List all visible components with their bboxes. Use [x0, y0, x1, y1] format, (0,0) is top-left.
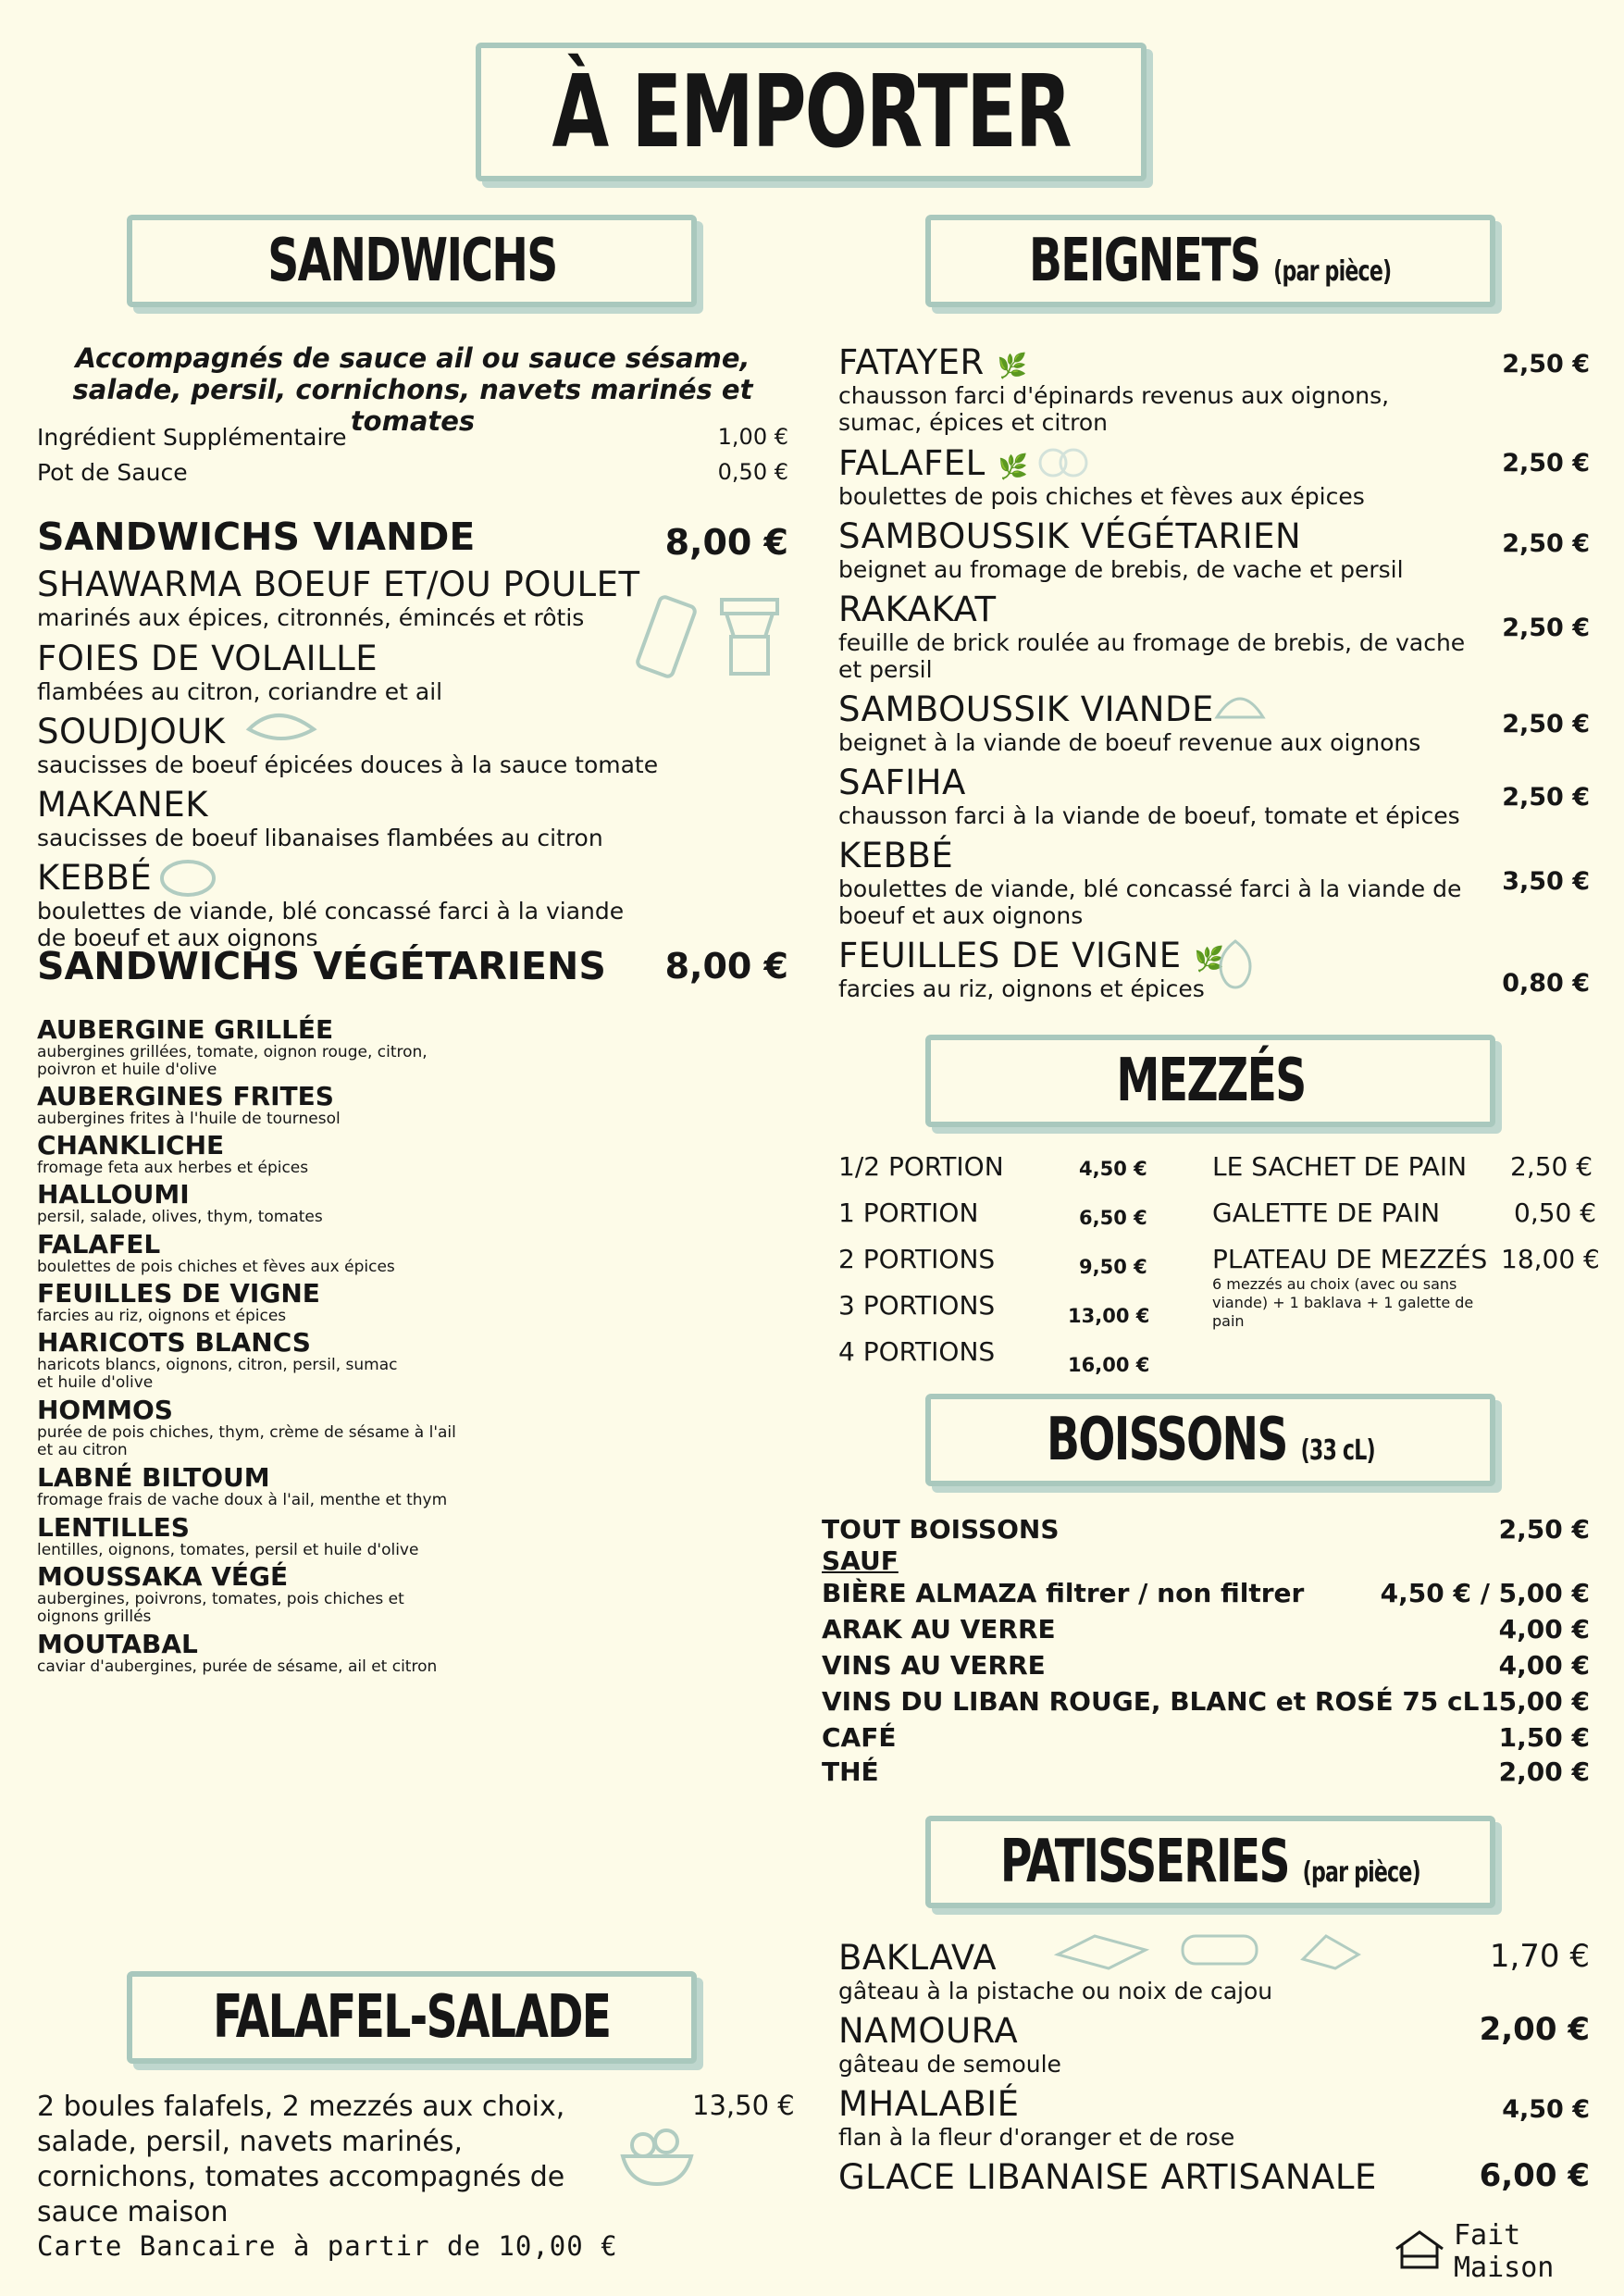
drink-row [822, 1722, 1590, 1753]
veg-item [37, 1132, 308, 1177]
sandwichs-intro: Accompagnés de sauce ail ou sauce sésame, salade, persil, cornichons, navets marinés et tomates [72, 342, 753, 437]
homemade-badge [1393, 2219, 1624, 2284]
item-price: 2,00 € [1479, 2011, 1590, 2048]
portion-price: 4,50 € [1079, 1158, 1147, 1180]
item-name: SHAWARMA BOEUF ET/OU POULET [37, 565, 640, 604]
patisseries-subtitle: (par pièce) [1302, 1856, 1421, 1889]
drink-name: VINS AU VERRE [822, 1650, 1046, 1681]
item-price: 2,50 € [1502, 350, 1590, 379]
vegetariens-heading-row [37, 944, 788, 988]
drink-price: 4,50 € / 5,00 € [1380, 1578, 1590, 1608]
veg-name: LABNÉ BILTOUM [37, 1462, 270, 1493]
item-price: 4,50 € [1502, 2095, 1590, 2124]
portion-price: 6,50 € [1079, 1207, 1147, 1229]
sandwichs-header [127, 215, 697, 307]
vegetarian-leaf-icon: 🌿 [1194, 946, 1225, 974]
viande-item [37, 858, 788, 951]
drink-price: 4,00 € [1498, 1614, 1590, 1644]
item-price: 2,50 € [1502, 614, 1590, 642]
veg-name: AUBERGINE GRILLÉE [37, 1014, 334, 1045]
item-name: KEBBÉ [37, 858, 153, 898]
mezzes-heading: MEZZÉS [1115, 1047, 1306, 1115]
portion-name: 2 PORTIONS [838, 1244, 996, 1274]
falafel-balls-icon [1036, 446, 1092, 483]
pastry-item [838, 2011, 1590, 2078]
item-desc: beignet au fromage de brebis, de vache et persil [838, 556, 1404, 583]
veg-name: HOMMOS [37, 1395, 173, 1425]
veg-desc: fromage feta aux herbes et épices [37, 1159, 309, 1177]
drink-name: ARAK AU VERRE [822, 1614, 1056, 1644]
extra-name: Ingrédient Supplémentaire [37, 424, 347, 451]
samboussik-icon [1212, 685, 1268, 726]
veg-desc: lentilles, oignons, tomates, persil et huile d'olive [37, 1541, 419, 1559]
kebbe-icon [155, 855, 220, 905]
beignet-item [838, 763, 1590, 829]
vegetariens-price: 8,00 € [664, 946, 788, 987]
extra-price: 0,50 € [717, 459, 788, 485]
item-price: 2,50 € [1502, 783, 1590, 812]
extra-name: Pot de Sauce [37, 459, 188, 486]
falafel-salade-header [127, 1971, 697, 2064]
veg-item [37, 1563, 407, 1626]
item-price: 3,50 € [1502, 867, 1590, 896]
boissons-title: BOISSONS [1046, 1406, 1287, 1474]
portion-name: 1/2 PORTION [838, 1151, 1004, 1182]
item-price: 0,80 € [1502, 969, 1590, 998]
mezze-extra-price: 0,50 € [1514, 1198, 1597, 1228]
item-price: 2,50 € [1502, 710, 1590, 738]
item-name: MHALABIÉ [838, 2084, 1020, 2124]
pastry-item [838, 2084, 1590, 2151]
drink-row [822, 1650, 1590, 1681]
item-name: SAFIHA [838, 763, 966, 802]
item-desc: flan à la fleur d'oranger et de rose [838, 2124, 1235, 2151]
veg-item [37, 1181, 323, 1226]
drink-price: 15,00 € [1481, 1686, 1590, 1717]
veg-item [37, 1631, 437, 1676]
veg-name: LENTILLES [37, 1512, 190, 1543]
item-name: SAMBOUSSIK VIANDE [838, 689, 1214, 729]
item-name [838, 443, 1590, 483]
portion-name: 1 PORTION [838, 1198, 979, 1228]
falafel-salade-price: 13,50 € [692, 2090, 795, 2121]
drink-price: 2,00 € [1498, 1756, 1590, 1787]
plateau-desc: 6 mezzés au choix (avec ou sans viande) + 1 baklava + 1 galette de pain [1212, 1275, 1474, 1330]
item-desc: marinés aux épices, citronnés, émincés et rôtis [37, 604, 585, 631]
viande-item [37, 785, 788, 851]
item-desc: flambées au citron, coriandre et ail [37, 678, 443, 705]
item-desc: boulettes de viande, blé concassé farci à la viande de boeuf et aux oignons [37, 898, 625, 951]
item-name: SAMBOUSSIK VÉGÉTARIEN [838, 516, 1302, 556]
veg-desc: aubergines frites à l'huile de tournesol [37, 1110, 341, 1128]
item-name: FOIES DE VOLAILLE [37, 639, 378, 678]
item-name: MAKANEK [37, 785, 208, 825]
beignet-item [838, 342, 1590, 436]
drink-name: SAUF [822, 1545, 899, 1576]
drink-name: BIÈRE ALMAZA filtrer / non filtrer [822, 1578, 1305, 1608]
item-desc: feuille de brick roulée au fromage de brebis, de vache et persil [838, 629, 1466, 683]
drink-row [822, 1545, 1590, 1576]
vine-leaf-icon [1212, 937, 1258, 996]
drink-row [822, 1578, 1590, 1608]
veg-desc: farcies au riz, oignons et épices [37, 1307, 287, 1325]
mezze-extra-name: GALETTE DE PAIN [1212, 1198, 1441, 1228]
beignets-heading [1029, 227, 1391, 295]
beignets-subtitle: (par pièce) [1273, 255, 1392, 288]
mezze-extra-name: PLATEAU DE MEZZÉS [1212, 1244, 1488, 1274]
salad-bowl-icon [615, 2117, 699, 2195]
beignet-name: FEUILLES DE VIGNE [838, 936, 1182, 975]
item-name: NAMOURA [838, 2011, 1019, 2051]
extra-price: 1,00 € [717, 424, 788, 450]
item-name: GLACE LIBANAISE ARTISANALE [838, 2157, 1377, 2197]
patisseries-heading [1000, 1828, 1420, 1896]
page-title: À EMPORTER [552, 54, 1071, 170]
boissons-heading [1047, 1406, 1375, 1474]
vegetarian-leaf-icon: 🌿 [997, 353, 1028, 380]
item-price: 1,70 € [1489, 1938, 1590, 1975]
portion-name: 4 PORTIONS [838, 1336, 996, 1367]
veg-item [37, 1083, 341, 1128]
beignet-name: FALAFEL [838, 443, 986, 483]
drink-row [822, 1614, 1590, 1644]
veg-name: FEUILLES DE VIGNE [37, 1278, 320, 1309]
viande-item [37, 712, 788, 778]
veg-item [37, 1514, 418, 1559]
veg-item [37, 1329, 407, 1392]
mezzes-header [925, 1035, 1495, 1127]
drink-name: TOUT BOISSONS [822, 1514, 1060, 1545]
sandwichs-heading: SANDWICHS [267, 227, 557, 295]
viande-price: 8,00 € [664, 522, 788, 563]
veg-name: MOUSSAKA VÉGÉ [37, 1561, 289, 1592]
drink-name: CAFÉ [822, 1722, 897, 1753]
shawarma-icon [638, 581, 796, 687]
drink-row [822, 1514, 1590, 1545]
veg-name: AUBERGINES FRITES [37, 1081, 334, 1111]
vegetarian-leaf-icon: 🌿 [998, 453, 1029, 481]
veg-desc: caviar d'aubergines, purée de sésame, ail et citron [37, 1657, 438, 1676]
item-price: 2,50 € [1502, 529, 1590, 558]
viande-heading: SANDWICHS VIANDE [37, 515, 476, 559]
mezze-extra-price: 18,00 € [1501, 1244, 1600, 1274]
portion-price: 13,00 € [1068, 1305, 1150, 1327]
sandwichs-section [37, 342, 788, 988]
patisseries-title: PATISSERIES [999, 1828, 1290, 1896]
item-desc: gâteau à la pistache ou noix de cajou [838, 1978, 1273, 2004]
pastry-item [838, 2157, 1590, 2197]
beignet-item [838, 443, 1590, 510]
veg-item [37, 1016, 444, 1079]
card-notice: Carte Bancaire à partir de 10,00 € [37, 2230, 618, 2262]
item-desc: saucisses de boeuf libanaises flambées au citron [37, 825, 603, 851]
falafel-salade-heading: FALAFEL-SALADE [213, 1983, 611, 2052]
item-desc: farcies au riz, oignons et épices [838, 975, 1205, 1002]
veg-desc: fromage frais de vache doux à l'ail, menthe et thym [37, 1491, 448, 1509]
boissons-header [925, 1394, 1495, 1486]
item-name: KEBBÉ [838, 836, 954, 875]
item-desc: saucisses de boeuf épicées douces à la sauce tomate [37, 751, 659, 778]
drink-row [822, 1686, 1590, 1717]
veg-name: FALAFEL [37, 1229, 161, 1260]
drink-price: 2,50 € [1498, 1514, 1590, 1545]
extra-row [37, 459, 788, 490]
veg-desc: purée de pois chiches, thym, crème de sésame à l'ail et au citron [37, 1423, 456, 1459]
homemade-label: Fait Maison [1454, 2219, 1555, 2284]
veg-item [37, 1231, 395, 1276]
veg-name: HALLOUMI [37, 1179, 190, 1210]
veg-item [37, 1464, 447, 1509]
veg-desc: persil, salade, olives, thym, tomates [37, 1208, 323, 1226]
baklava-icon [1053, 1927, 1368, 1977]
drink-price: 4,00 € [1498, 1650, 1590, 1681]
drink-name: VINS DU LIBAN ROUGE, BLANC et ROSÉ 75 cL [822, 1686, 1480, 1717]
vegetariens-heading: SANDWICHS VÉGÉTARIENS [37, 944, 606, 988]
item-desc: chausson farci d'épinards revenus aux oignons, sumac, épices et citron [838, 382, 1390, 436]
item-desc: boulettes de pois chiches et fèves aux épices [838, 483, 1365, 510]
item-price: 6,00 € [1479, 2157, 1590, 2194]
house-icon [1393, 2228, 1446, 2275]
item-desc: chausson farci à la viande de boeuf, tomate et épices [838, 802, 1460, 829]
item-name: RAKAKAT [838, 590, 997, 629]
item-desc: boulettes de viande, blé concassé farci à la viande de boeuf et aux oignons [838, 875, 1462, 929]
portion-price: 16,00 € [1068, 1354, 1150, 1376]
viande-heading-row [37, 515, 788, 563]
drink-price: 1,50 € [1498, 1722, 1590, 1753]
portion-name: 3 PORTIONS [838, 1290, 996, 1321]
item-price: 2,50 € [1502, 449, 1590, 478]
item-name: SOUDJOUK [37, 712, 226, 751]
beignets-header [925, 215, 1495, 307]
mezze-extra-name: LE SACHET DE PAIN [1212, 1151, 1468, 1182]
boissons-subtitle: (33 cL) [1300, 1434, 1375, 1467]
veg-item [37, 1280, 320, 1325]
veg-name: CHANKLICHE [37, 1130, 225, 1160]
beignet-item [838, 836, 1590, 929]
beignet-item [838, 590, 1590, 683]
mezze-extra-price: 2,50 € [1510, 1151, 1593, 1182]
veg-desc: haricots blancs, oignons, citron, persil, sumac et huile d'olive [37, 1356, 398, 1392]
veg-desc: aubergines grillées, tomate, oignon rouge, citron, poivron et huile d'olive [37, 1043, 428, 1079]
item-name: BAKLAVA [838, 1938, 998, 1978]
title-frame [476, 43, 1147, 181]
veg-desc: aubergines, poivrons, tomates, pois chiches et oignons grillés [37, 1590, 404, 1626]
veg-name: HARICOTS BLANCS [37, 1327, 311, 1358]
veg-desc: boulettes de pois chiches et fèves aux épices [37, 1258, 395, 1276]
beignet-name: FATAYER [838, 342, 985, 382]
extra-row [37, 424, 788, 455]
falafel-salade-desc: 2 boules falafels, 2 mezzés aux choix, salade, persil, navets marinés, cornichons, tomates accompagnés de sauce maison [37, 2091, 565, 2228]
drink-row [822, 1756, 1590, 1787]
item-desc: beignet à la viande de boeuf revenue aux oignons [838, 729, 1421, 756]
veg-item [37, 1396, 472, 1459]
patisseries-header [925, 1816, 1495, 1908]
sausage-icon [244, 701, 318, 751]
item-name [838, 342, 1590, 382]
veg-name: MOUTABAL [37, 1629, 198, 1659]
item-desc: gâteau de semoule [838, 2051, 1061, 2078]
beignet-item [838, 516, 1590, 583]
portion-price: 9,50 € [1079, 1256, 1147, 1278]
beignets-title: BEIGNETS [1029, 227, 1260, 295]
drink-name: THÉ [822, 1756, 879, 1787]
